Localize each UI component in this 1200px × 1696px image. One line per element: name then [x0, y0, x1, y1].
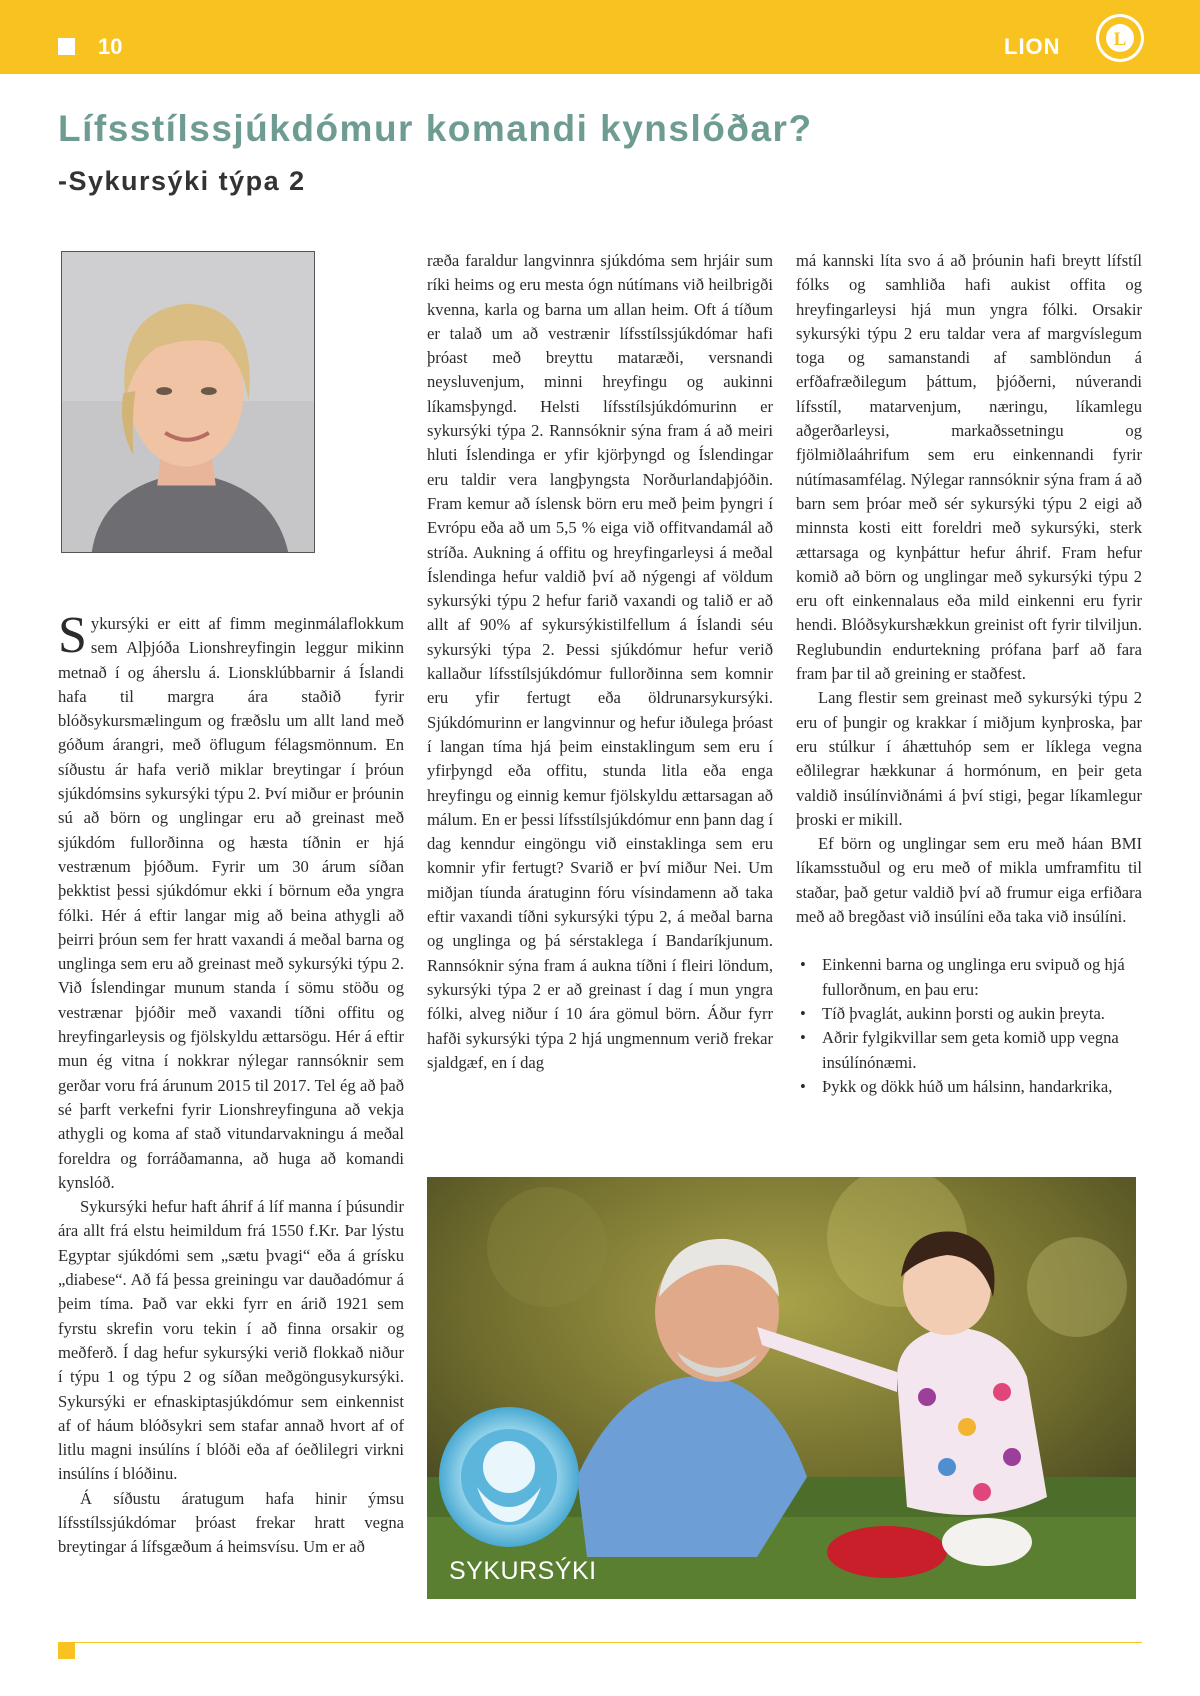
feature-photo [427, 1177, 1136, 1599]
list-item: • Aðrir fylgikvillar sem geta komið upp vegna insúlínónæmi. [796, 1026, 1142, 1075]
paragraph: ræða faraldur langvinnra sjúkdóma sem hrjáir sum ríki heims og eru mesta ógn nútímans við heilbrigði kvenna, karla og barna um allan heim. Oft á tíðum er talað um að vestrænir lífsstílssjúkdómar hafi þróast með breyttu mataræði, versnandi neysluvenjum, minni hreyfingu og aukinni líkamsþyngd. Helsti lífsstílsjúkdómurinn er sykursýki týpa 2. Rannsóknir sýna fram á að meiri hluti Íslendinga er yfir kjörþyngd og Íslendingar eru taldir vera langþyngsta Norðurlandaþjóðin. Fram kemur að íslensk börn eru með þeim þyngri í Evrópu eða að um 5,5 % eiga við offitvandamál að stríða. Aukning á offitu og hreyfingarleysi á meðal Íslendinga hefur valdið því að nýgengi af völdum sykursýki týpu 2 hefur farið vaxandi og talið er að allt af 90% af sykursýkistilfellum á Íslandi séu sykursýki týpa 2. Þessi sjúkdómur hefur verið kallaður lífsstílsjúkdómur fullorðinna sem komnir eru yfir fertugt eða öldrunarsykursýki. Sjúkdómurinn er langvinnur og hefur iðulega þróast í langan tíma hjá þeim einstaklingum sem eru í yfirþyngd eða offitu, stunda litla eða enga hreyfingu og einnig kemur fjölskyldu ættarsagan að málum. En er þessi lífsstílsjúkdómur enn þann dag í dag kenndur eingöngu við einstaklinga sem eru komnir yfir fertugt? Svarið er því miður Nei. Um miðjan tíunda áratuginn fóru vísindamenn að taka eftir vaxandi tíðni sykursýki týpu 2, á meðal barna og unglinga og þá sérstaklega í Bandaríkjunum. Rannsóknir sýna fram á aukna tíðni í fleiri löndum, sykursýki týpa 2 er að greinast í dag í mun yngra fólki, alveg niður í 10 ára gömul börn. Áður fyrr hafði sykursýki týpa 2 hjá ungmennum verið frekar sjaldgæf, en í dag [427, 251, 773, 1072]
article-column-2 [427, 249, 773, 1075]
list-item: • Einkenni barna og unglinga eru svipuð og hjá fullorðnum, en þau eru: [796, 953, 1142, 1002]
header-bar [0, 0, 1200, 74]
magazine-name: LION [1004, 34, 1061, 59]
symptom-list [796, 953, 1142, 1099]
article-subtitle: -Sykursýki týpa 2 [58, 166, 306, 196]
header-square-icon [58, 38, 75, 55]
photo-caption: SYKURSÝKI [449, 1557, 597, 1585]
list-item: • Þykk og dökk húð um hálsinn, handarkrika, [796, 1075, 1142, 1099]
author-portrait [61, 251, 315, 553]
paragraph: má kannski líta svo á að þróunin hafi breytt lífstíl fólks og samhliða hafi aukist offita og hreyfingarleysi hjá mun yngra fólki. Orsakir sykursýki týpu 2 eru taldar vera af margvíslegum toga og samanstandi af samblöndun á erfðafræðilegum þáttum, þjóðerni, núverandi lífsstíl, matarvenjum, næringu, líkamlegu aðgerðarleysi, markaðssetningu og fjölmiðlaáhrifum sem eru einkennandi fyrir nútímasamfélag. Nýlegar rannsóknir sýna fram á að barn sem þróar með sér sykursýki týpu 2 eigi að minnsta kosti eitt foreldri með sykursýki, sterk ættarsaga og kynþáttur hefur áhrif. Fram hefur komið að börn og unglingar með sykursýki týpu 2 eru oft einkennalaus eða mild einkenni eru fyrir hendi. Blóðsykurshækkun greinist oft fyrir tilviljun. Reglubundin endurtekning prófana þarf að fara fram þar til að greining er staðfest. [796, 251, 1142, 684]
list-item: • Tíð þvaglát, aukinn þorsti og aukin þreyta. [796, 1002, 1142, 1026]
article-title: Lífsstílssjúkdómur komandi kynslóðar? [58, 108, 813, 149]
paragraph: Á síðustu áratugum hafa hinir ýmsu lífsstílssjúkdómar þróast frekar hratt vegna breytingar á lífsgæðum á heimsvísu. Um er að [58, 1488, 404, 1557]
lions-logo-icon [1094, 12, 1146, 64]
grandfather-child-illustration [427, 1177, 1136, 1599]
footer-rule [58, 1642, 1142, 1643]
footer-square-icon [58, 1642, 75, 1659]
paragraph [58, 607, 404, 1195]
paragraph: Sykursýki hefur haft áhrif á líf manna í þúsundir ára allt frá elstu heimildum frá 1550 f.Kr. Þar lýstu Egyptar sjúkdómi sem „sætu þvagi“ eða á grísku „diabese“. Að fá þessa greiningu var dauðadómur á þeim tíma. Það var ekki fyrr en árið 1921 sem fyrstu skrefin voru tekin í að finna orsakir og meðferð. Í dag hefur sykursýki verið flokkað niður í týpu 1 og týpu 2 og síðan meðgöngusykursýki. Sykursýki er efnaskiptasjúkdómur sem einkennist af of háum blóðsykri sem stafar annað hvort af of litlu magni insúlíns í blóði eða af óeðlilegri virkni insúlíns í blóðinu. [58, 1197, 404, 1484]
paragraph: Ef börn og unglingar sem eru með háan BMI líkamsstuðul og eru með of mikla umframfitu til staðar, það getur valdið því að frumur eiga erfiðara með að bregðast við insúlíni eða taka við insúlíni. [796, 834, 1142, 927]
svg-text:L: L [1113, 29, 1127, 50]
drop-cap: S [58, 607, 87, 664]
paragraph-text: ykursýki er eitt af fimm meginmálaflokkum sem Alþjóða Lionshreyfingin leggur mikinn metnað í og áherslu á. Lionsklúbbarnir á Íslandi hafa til margra ára staðið fyrir blóðsykursmælingum og fræðslu um allt land með góðum árangri, með öflugum félagsmönnum. En síðustu ár hafa verið miklar breytingar í þróun sjúkdómsins sykursýki týpu 2. Því miður er þróunin sú að börn og unglingar eru að greinast með sjúkdóm fullorðinna og hæsta tíðnin er hjá vestrænum þjóðum. Fyrir um 30 árum síðan þekktist þessi sjúkdómur ekki í börnum eða yngra fólki. Hér á eftir langar mig að beina athygli að þeirri þróun sem fer hratt vaxandi á meðal barna og unglinga sem eru að greinast með sykursýki týpu 2. Við Íslendingar munum standa í sömu stöðu og vestrænar þjóðir með vaxandi tíðni offitu og hreyfingarleysis og fjölskyldu ættarsögu. Hér á eftir mun ég vitna í nokkrar nýlegar rannsóknir sem gerðar voru frá árunum 2015 til 2017. Tel ég að það sé þarft verkefni fyrir Lionshreyfinguna að vekja athygli og koma af stað vitundarvakningu á meðal foreldra og forráðamanna, að huga að komandi kynslóð. [58, 614, 404, 1192]
article-column-3 [796, 249, 1142, 1099]
article-column-1 [58, 607, 404, 1560]
paragraph: Lang flestir sem greinast með sykursýki týpu 2 eru of þungir og krakkar í miðjum kynþroska, þar eru stúlkur í áhættuhóp sem er líklega vegna eðlilegrar hækkunar á hormónum, en þeir geta valdið insúlínviðnámi á því stigi, þegar líkamlegur þroski er mikill. [796, 688, 1142, 829]
page-number: 10 [98, 34, 123, 59]
